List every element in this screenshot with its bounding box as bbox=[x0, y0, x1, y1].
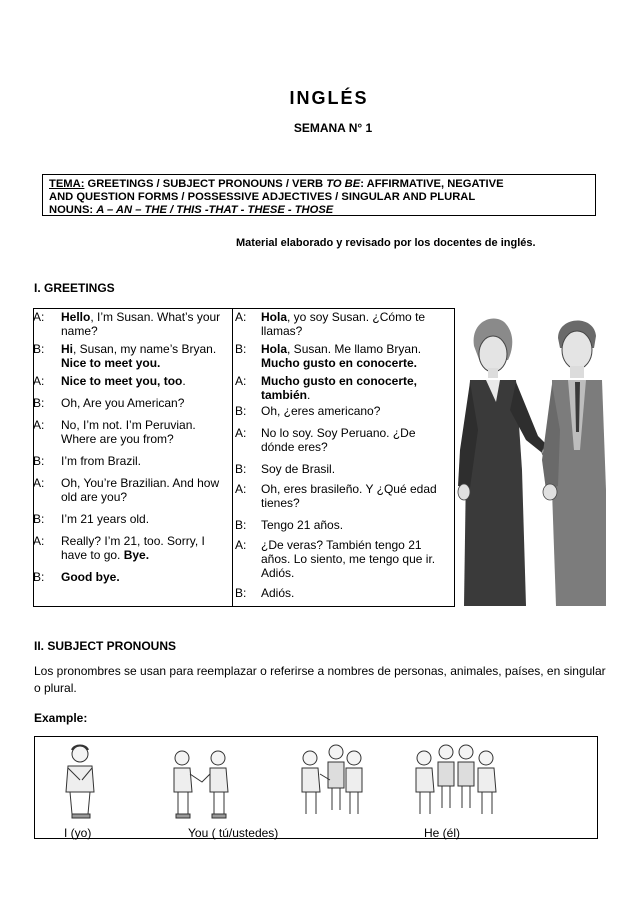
column-divider bbox=[232, 308, 233, 607]
credit-note: Material elaborado y revisado por los docentes de inglés. bbox=[236, 237, 536, 249]
dialogue-bold-text: Hi bbox=[61, 342, 73, 356]
dialogue-text: Really? I’m 21, too. Sorry, I bbox=[61, 534, 205, 548]
pronoun-label-he: He (él) bbox=[424, 826, 461, 840]
speaker-label bbox=[33, 432, 61, 446]
dialogue-line bbox=[61, 534, 205, 548]
dialogue-text: Oh, ¿eres americano? bbox=[261, 404, 381, 418]
dialogue-line bbox=[261, 440, 328, 454]
dialogue-line bbox=[261, 482, 437, 496]
dialogue-turn bbox=[235, 586, 455, 600]
pronoun-you-plural-illustration bbox=[296, 744, 366, 820]
speaker-label: A: bbox=[235, 374, 247, 388]
dialogue-text: I’m 21 years old. bbox=[61, 512, 150, 526]
dialogue-text: Oh, eres brasileño. Y ¿Qué edad bbox=[261, 482, 437, 496]
dialogue-line bbox=[261, 538, 422, 552]
man-figure bbox=[542, 320, 606, 606]
topic-text-2: AND QUESTION FORMS / POSSESSIVE ADJECTIVES / SINGULAR AND PLURAL bbox=[49, 191, 476, 203]
speaker-label bbox=[235, 566, 261, 580]
topic-text-1a: GREETINGS / SUBJECT PRONOUNS / VERB bbox=[84, 178, 327, 190]
speaker-label: B: bbox=[235, 586, 247, 600]
dialogue-text: Tengo 21 años. bbox=[261, 518, 344, 532]
dialogue-line bbox=[61, 548, 149, 562]
dialogue-text: , I’m Susan. What’s your bbox=[90, 310, 221, 324]
dialogue-line bbox=[261, 342, 421, 356]
dialogue-turn bbox=[235, 374, 455, 402]
dialogue-turn bbox=[33, 310, 231, 338]
dialogue-english bbox=[33, 310, 231, 588]
topic-text-3a: NOUNS: bbox=[49, 204, 97, 216]
dialogue-line bbox=[61, 374, 186, 388]
dialogue-turn bbox=[235, 404, 455, 418]
dialogue-turn bbox=[235, 310, 455, 338]
dialogue-line bbox=[61, 512, 149, 526]
pronoun-he-illustration bbox=[410, 744, 502, 820]
speaker-label: A: bbox=[235, 426, 247, 440]
dialogue-text: , yo soy Susan. ¿Cómo te bbox=[287, 310, 426, 324]
dialogue-turn bbox=[235, 462, 455, 476]
pronoun-label-you: You ( tú/ustedes) bbox=[188, 826, 279, 840]
pronoun-you-illustration bbox=[168, 748, 234, 820]
dialogue-turn bbox=[33, 396, 231, 410]
speaker-label: A: bbox=[33, 310, 45, 324]
dialogue-turn bbox=[235, 342, 455, 370]
dialogue-line bbox=[261, 552, 435, 566]
subject-pronouns-heading: II. SUBJECT PRONOUNS bbox=[34, 639, 177, 653]
dialogue-bold-text: Hola bbox=[261, 342, 288, 356]
dialogue-line bbox=[261, 356, 417, 370]
dialogue-line bbox=[261, 388, 310, 402]
dialogue-turn bbox=[33, 534, 231, 562]
dialogue-text: , Susan. Me llamo Bryan. bbox=[287, 342, 422, 356]
dialogue-text: dónde eres? bbox=[261, 440, 328, 454]
speaker-label: B: bbox=[235, 462, 247, 476]
speaker-label bbox=[235, 552, 261, 566]
speaker-label: A: bbox=[33, 374, 45, 388]
dialogue-text: tienes? bbox=[261, 496, 300, 510]
dialogue-line bbox=[261, 310, 425, 324]
speaker-label: B: bbox=[235, 342, 247, 356]
greetings-heading: I. GREETINGS bbox=[34, 281, 115, 295]
week-label: SEMANA N° 1 bbox=[293, 121, 373, 135]
dialogue-bold-text: también bbox=[261, 388, 308, 402]
speaker-label bbox=[33, 324, 61, 338]
dialogue-line bbox=[261, 586, 294, 600]
dialogue-bold-text: Nice to meet you. bbox=[61, 356, 161, 370]
dialogue-line bbox=[61, 356, 160, 370]
dialogue-bold-text: Bye. bbox=[123, 548, 150, 562]
pronoun-label-i: I (yo) bbox=[64, 826, 92, 840]
speaker-label: A: bbox=[235, 538, 247, 552]
dialogue-bold-text: Mucho gusto en conocerte, bbox=[261, 374, 418, 388]
speaker-label: B: bbox=[33, 570, 45, 584]
speaker-label: A: bbox=[33, 534, 45, 548]
dialogue-line bbox=[61, 490, 127, 504]
speaker-label: B: bbox=[235, 518, 247, 532]
speaker-label: B: bbox=[33, 342, 45, 356]
dialogue-text: have to go. bbox=[61, 548, 124, 562]
dialogue-text: . bbox=[182, 374, 186, 388]
dialogue-turn bbox=[33, 342, 231, 370]
dialogue-text: llamas? bbox=[261, 324, 303, 338]
dialogue-text: Where are you from? bbox=[61, 432, 174, 446]
dialogue-turn bbox=[33, 418, 231, 446]
dialogue-spanish bbox=[235, 310, 455, 604]
dialogue-text: Adiós. bbox=[261, 566, 295, 580]
topic-text-1b: : AFFIRMATIVE, NEGATIVE bbox=[360, 178, 504, 190]
speaker-label: A: bbox=[235, 482, 247, 496]
dialogue-text: I’m from Brazil. bbox=[61, 454, 142, 468]
speaker-label: B: bbox=[33, 454, 45, 468]
dialogue-turn bbox=[33, 512, 231, 526]
dialogue-line bbox=[261, 566, 294, 580]
speaker-label bbox=[33, 490, 61, 504]
speaker-label: A: bbox=[235, 310, 247, 324]
dialogue-text: Oh, You’re Brazilian. And how bbox=[61, 476, 220, 490]
dialogue-line bbox=[61, 432, 174, 446]
greeting-people-illustration bbox=[456, 310, 606, 610]
dialogue-line bbox=[61, 310, 220, 324]
dialogue-line bbox=[261, 518, 343, 532]
dialogue-turn bbox=[33, 570, 231, 584]
dialogue-bold-text: Nice to meet you, too bbox=[61, 374, 183, 388]
dialogue-turn bbox=[235, 482, 455, 510]
dialogue-text: ¿De veras? También tengo 21 bbox=[261, 538, 422, 552]
dialogue-bold-text: Hello bbox=[61, 310, 91, 324]
dialogue-line bbox=[261, 324, 302, 338]
dialogue-text: old are you? bbox=[61, 490, 128, 504]
speaker-label: A: bbox=[33, 418, 45, 432]
dialogue-line bbox=[261, 426, 416, 440]
dialogue-bold-text: Hola bbox=[261, 310, 288, 324]
topic-box bbox=[42, 174, 596, 216]
dialogue-bold-text: Mucho gusto en conocerte. bbox=[261, 356, 418, 370]
dialogue-turn bbox=[235, 426, 455, 454]
dialogue-line bbox=[61, 418, 196, 432]
dialogue-text: No lo soy. Soy Peruano. ¿De bbox=[261, 426, 416, 440]
speaker-label bbox=[235, 496, 261, 510]
dialogue-line bbox=[61, 342, 216, 356]
dialogue-turn bbox=[235, 538, 455, 580]
dialogue-line bbox=[61, 454, 141, 468]
dialogue-line bbox=[61, 476, 219, 490]
topic-label: TEMA: bbox=[49, 178, 85, 190]
dialogue-text: . bbox=[307, 388, 311, 402]
pronoun-i-illustration bbox=[60, 742, 100, 820]
speaker-label bbox=[235, 356, 261, 370]
pronouns-paragraph: Los pronombres se usan para reemplazar o referirse a nombres de personas, animales, países, en singular o plural. bbox=[34, 664, 606, 695]
speaker-label: A: bbox=[33, 476, 45, 490]
page-title: INGLÉS bbox=[289, 88, 369, 108]
dialogue-turn bbox=[235, 518, 455, 532]
speaker-label: B: bbox=[33, 512, 45, 526]
dialogue-line bbox=[261, 496, 300, 510]
speaker-label bbox=[235, 388, 261, 402]
dialogue-text: , Susan, my name’s Bryan. bbox=[73, 342, 217, 356]
dialogue-text: años. Lo siento, me tengo que ir. bbox=[261, 552, 436, 566]
speaker-label bbox=[33, 356, 61, 370]
dialogue-line bbox=[61, 570, 120, 584]
dialogue-line bbox=[61, 324, 98, 338]
topic-text-1i: TO BE bbox=[326, 178, 361, 190]
dialogue-text: Soy de Brasil. bbox=[261, 462, 336, 476]
dialogue-text: name? bbox=[61, 324, 98, 338]
speaker-label bbox=[235, 440, 261, 454]
speaker-label bbox=[235, 324, 261, 338]
speaker-label: B: bbox=[33, 396, 45, 410]
example-label: Example: bbox=[34, 711, 88, 725]
dialogue-text: No, I’m not. I’m Peruvian. bbox=[61, 418, 196, 432]
speaker-label: B: bbox=[235, 404, 247, 418]
dialogue-line bbox=[261, 404, 380, 418]
dialogue-turn bbox=[33, 454, 231, 468]
topic-text-3i: A – AN – THE / THIS -THAT - THESE - THOSE bbox=[96, 204, 334, 216]
dialogue-text: Adiós. bbox=[261, 586, 295, 600]
dialogue-line bbox=[261, 374, 417, 388]
dialogue-line bbox=[261, 462, 335, 476]
dialogue-turn bbox=[33, 476, 231, 504]
dialogue-bold-text: Good bye. bbox=[61, 570, 120, 584]
dialogue-turn bbox=[33, 374, 231, 388]
speaker-label bbox=[33, 548, 61, 562]
dialogue-text: Oh, Are you American? bbox=[61, 396, 185, 410]
dialogue-line bbox=[61, 396, 184, 410]
